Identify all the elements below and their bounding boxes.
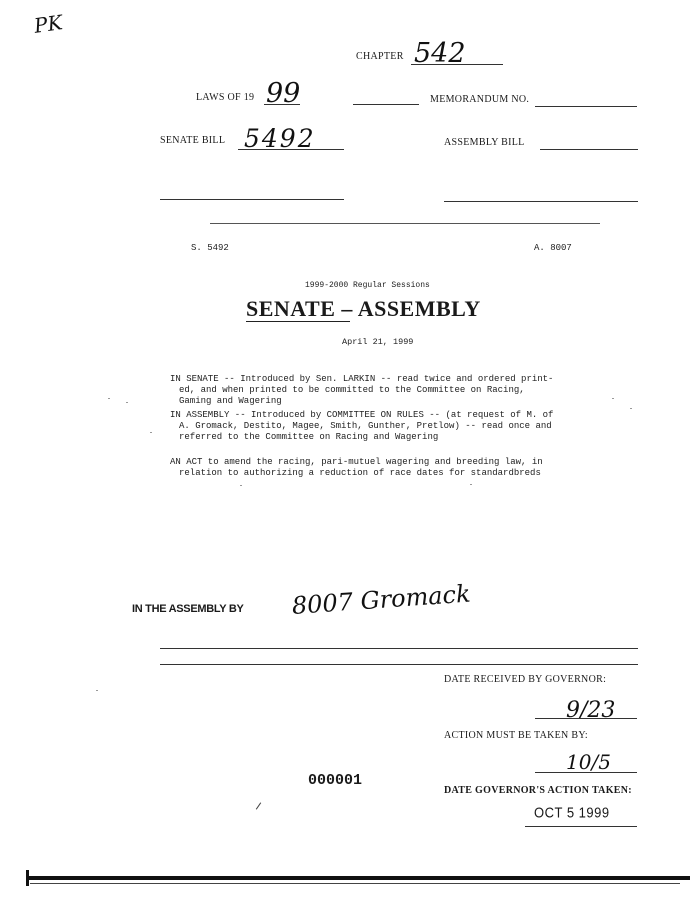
assembly-bill-label: ASSEMBLY BILL (444, 137, 525, 148)
date-received-underline (535, 718, 637, 719)
heading-senate: SENATE (246, 296, 336, 321)
date-received-value: 9/23 (566, 698, 616, 723)
action-taken-underline (525, 826, 637, 827)
senate-paragraph-line: ed, and when printed to be committed to the Committee on Racing, (179, 385, 525, 395)
assembly-bill-blank (540, 149, 638, 150)
copy-speck (150, 432, 152, 433)
assembly-stamp-label: IN THE ASSEMBLY BY (132, 603, 244, 615)
copy-speck (126, 402, 128, 403)
senate-paragraph (170, 374, 553, 407)
stamp-rule-2 (160, 664, 638, 665)
assembly-paragraph-line: A. Gromack, Destito, Magee, Smith, Gunther, Pretlow) -- read once and (179, 421, 552, 431)
assembly-paragraph-line: IN ASSEMBLY -- Introduced by COMMITTEE ON RULES -- (at request of M. of (170, 410, 554, 420)
stray-mark (256, 802, 261, 809)
copy-speck (630, 408, 632, 409)
senate-bill-label: SENATE BILL (160, 135, 226, 146)
date-received-label: DATE RECEIVED BY GOVERNOR: (444, 674, 607, 685)
bottom-border-tick (26, 870, 29, 886)
page-number: 000001 (308, 772, 363, 789)
action-taken-value: OCT 5 1999 (534, 803, 610, 822)
copy-speck (240, 485, 242, 486)
assembly-paragraph-line: referred to the Committee on Racing and Wagering (179, 432, 439, 442)
senate-paragraph-line: Gaming and Wagering (179, 396, 282, 406)
laws-year-underline (264, 104, 300, 105)
laws-label: LAWS OF 19 (196, 92, 255, 103)
assembly-paragraph (170, 410, 553, 443)
bottom-border-thin (30, 883, 680, 884)
corner-handwritten-note: PK (32, 10, 64, 38)
act-paragraph-line: AN ACT to amend the racing, pari-mutuel wagering and breeding law, in (170, 457, 543, 467)
action-taken-label: DATE GOVERNOR'S ACTION TAKEN: (444, 785, 632, 796)
act-paragraph (170, 457, 543, 479)
action-must-underline (535, 772, 637, 773)
chapter-underline (411, 64, 503, 65)
heading-underline (246, 321, 350, 322)
senate-bill-value: 5492 (244, 124, 316, 153)
copy-speck (470, 484, 472, 485)
copy-speck (108, 398, 110, 399)
copy-speck (96, 690, 98, 691)
memorandum-blank-left (353, 104, 419, 105)
assembly-bill-number: A. 8007 (534, 243, 572, 253)
blank-line-right (444, 201, 638, 202)
memorandum-blank (535, 106, 637, 107)
bill-date: April 21, 1999 (342, 337, 414, 347)
act-paragraph-line: relation to authorizing a reduction of race dates for standardbreds (179, 468, 541, 478)
laws-year-value: 99 (266, 78, 301, 109)
blank-line-left (160, 199, 344, 200)
bill-heading (246, 296, 481, 322)
heading-assembly: – ASSEMBLY (341, 296, 481, 321)
assembly-stamp-handwritten: 8007 Gromack (291, 579, 472, 620)
senate-bill-number: S. 5492 (191, 243, 229, 253)
bottom-border-rule (26, 876, 690, 880)
senate-bill-underline (238, 149, 344, 150)
chapter-label: CHAPTER (356, 51, 404, 62)
memorandum-label: MEMORANDUM NO. (430, 94, 530, 105)
chapter-value: 542 (414, 38, 466, 69)
stamp-rule-1 (160, 648, 638, 649)
bill-top-rule (210, 223, 600, 224)
senate-paragraph-line: IN SENATE -- Introduced by Sen. LARKIN -- read twice and ordered print- (170, 374, 554, 384)
action-must-value: 10/5 (566, 750, 611, 774)
action-must-label: ACTION MUST BE TAKEN BY: (444, 730, 589, 741)
copy-speck (612, 398, 614, 399)
session-line: 1999-2000 Regular Sessions (305, 281, 430, 290)
